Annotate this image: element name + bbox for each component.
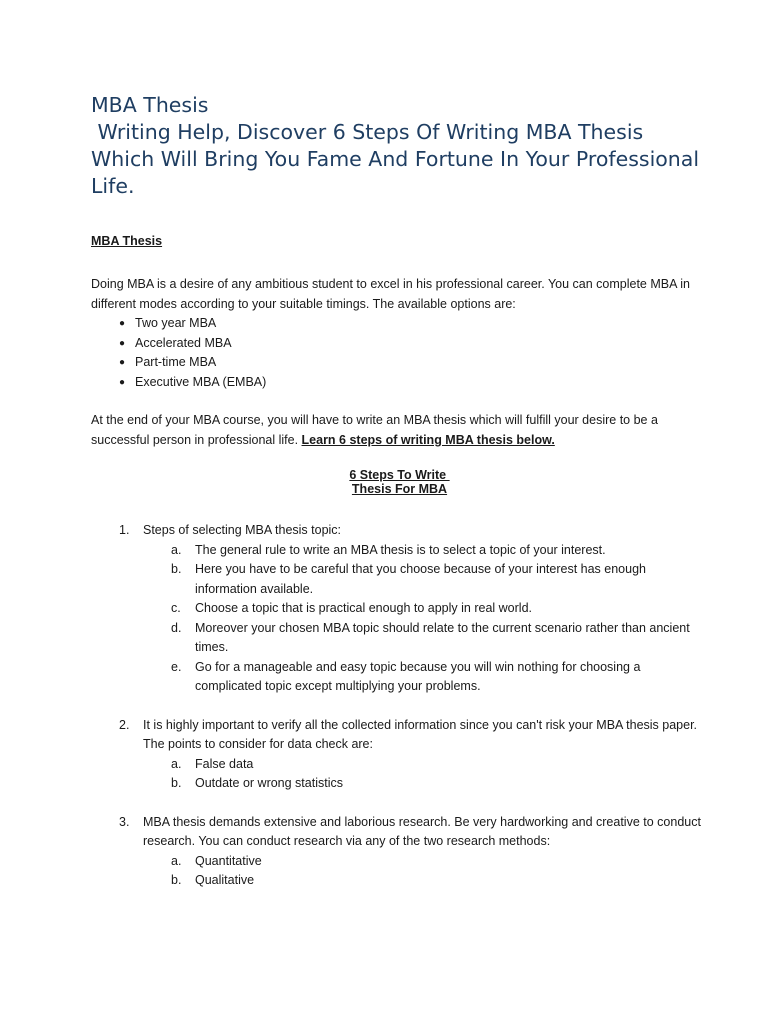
list-item [171, 774, 708, 794]
list-item [171, 658, 708, 697]
list-item [171, 871, 708, 891]
item-text: Quantitative [195, 853, 262, 868]
section-heading: MBA Thesis [91, 234, 163, 248]
item-text: Here you have to be careful that you choose because of your interest has enough information available. [195, 562, 646, 596]
item-text: Outdate or wrong statistics [195, 776, 343, 790]
step-number: 3. [119, 814, 130, 829]
conclusion-text: At the end of your MBA course, you will have to write an MBA thesis which will fulfill your desire to be a successful person in professional life. [91, 413, 662, 447]
bullet-icon: ● [119, 357, 126, 368]
item-letter: e. [171, 659, 182, 674]
item-letter: b. [171, 562, 182, 576]
item-letter: a. [171, 756, 182, 771]
learn-steps-link[interactable]: Learn 6 steps of writing MBA thesis below. [301, 432, 555, 447]
step-number: 2. [119, 717, 130, 732]
title-line-2: Writing Help, Discover 6 Steps Of Writing MBA Thesis Which Will Bring You Fame And Fortune In Your Professional Life. [91, 120, 706, 198]
list-item [119, 334, 708, 354]
option-label: Executive MBA (EMBA) [135, 374, 267, 389]
item-letter: b. [171, 873, 182, 887]
option-label: Accelerated MBA [135, 335, 232, 350]
item-text: Moreover your chosen MBA topic should relate to the current scenario rather than ancient times. [195, 620, 690, 654]
list-item [171, 619, 708, 658]
item-text: False data [195, 756, 254, 771]
list-item [171, 852, 708, 872]
item-text: Choose a topic that is practical enough to apply in real world. [195, 601, 532, 615]
conclusion-paragraph [91, 411, 708, 450]
item-letter: a. [171, 853, 182, 868]
step-sublist [91, 852, 708, 891]
step-text: MBA thesis demands extensive and laborious research. Be very hardworking and creative to conduct research. You can conduct research via any of the two research methods: [143, 814, 701, 848]
bullet-icon: ● [119, 318, 126, 329]
step-item [91, 716, 708, 755]
steps-heading-line-1: 6 Steps To Write [349, 468, 450, 482]
intro-paragraph: Doing MBA is a desire of any ambitious student to excel in his professional career. You can complete MBA in different modes according to your suitable timings. The available options are: [91, 277, 690, 311]
bullet-icon: ● [119, 376, 126, 388]
bullet-icon: ● [119, 337, 126, 349]
item-letter: d. [171, 620, 182, 635]
list-item [171, 599, 708, 619]
step-sublist [91, 541, 708, 697]
list-item [119, 353, 708, 373]
item-letter: c. [171, 601, 181, 615]
item-text: The general rule to write an MBA thesis is to select a topic of your interest. [195, 542, 606, 557]
list-item [119, 373, 708, 393]
mba-options-list [91, 314, 708, 392]
item-text: Go for a manageable and easy topic because you will win nothing for choosing a complicated topic except multiplying your problems. [195, 659, 641, 693]
option-label: Part-time MBA [135, 355, 217, 369]
list-item [119, 314, 708, 334]
step-item [91, 521, 708, 541]
item-letter: a. [171, 542, 182, 557]
list-item [171, 560, 708, 599]
item-text: Qualitative [195, 873, 255, 887]
step-item [91, 813, 708, 852]
steps-heading [91, 468, 708, 496]
list-item [171, 541, 708, 561]
item-letter: b. [171, 776, 182, 790]
step-text: Steps of selecting MBA thesis topic: [143, 523, 342, 537]
option-label: Two year MBA [135, 316, 217, 330]
steps-heading-line-2: Thesis For MBA [351, 482, 448, 496]
title-line-1: MBA Thesis [91, 93, 209, 117]
step-sublist [91, 755, 708, 794]
list-item [171, 755, 708, 775]
step-number: 1. [119, 523, 130, 537]
step-text: It is highly important to verify all the collected information since you can't risk your MBA thesis paper. The points to consider for data check are: [143, 717, 698, 751]
document-title [91, 92, 708, 200]
